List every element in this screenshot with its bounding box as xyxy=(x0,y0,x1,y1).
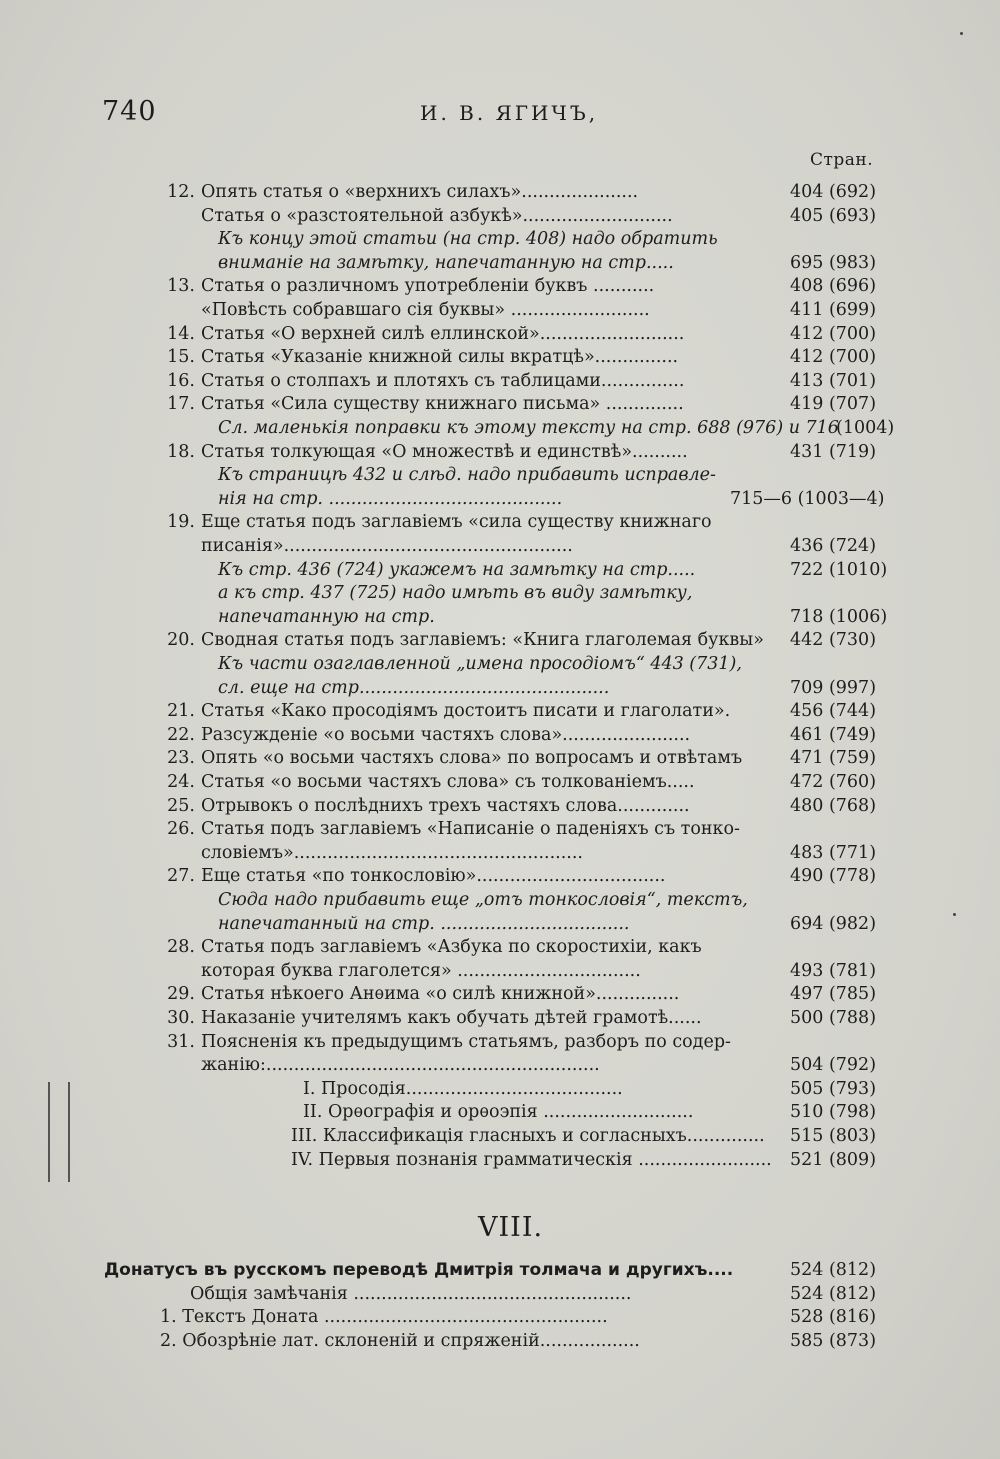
entry-page: 471 (759) xyxy=(790,748,877,769)
column-label: Стран. xyxy=(810,150,874,170)
entry-number: 23. xyxy=(167,748,195,769)
entry-page: 408 (696) xyxy=(790,276,877,297)
entry-title: «Повѣсть собравшаго сія буквы» ......................... xyxy=(201,300,650,320)
entry-page: 490 (778) xyxy=(790,866,877,887)
entry-title: напечатанный на стр. .................................. xyxy=(218,913,630,934)
entry-title: а къ стр. 437 (725) надо имѣть въ виду замѣтку, xyxy=(218,583,693,604)
entry-page: 412 (700) xyxy=(790,347,877,368)
entry-title: Къ страницѣ 432 и слѣд. надо прибавить исправле- xyxy=(218,465,716,486)
entry-title: Къ стр. 436 (724) укажемъ на замѣтку на стр..... xyxy=(218,559,696,580)
entry-number: 24. xyxy=(167,772,195,792)
entry-number: 20. xyxy=(167,630,195,651)
entry-title: Статья «О верхней силѣ еллинской».......................... xyxy=(201,323,685,344)
entry-page: 419 (707) xyxy=(790,394,877,415)
entry-title: II. Орѳографія и орѳоэпія ........................... xyxy=(303,1102,694,1123)
entry-title: Статья «Сила существу книжнаго письма» .............. xyxy=(201,394,684,415)
entry-title: Наказаніе учителямъ какъ обучать дѣтей грамотѣ...... xyxy=(201,1008,702,1028)
entry-title: IV. Первыя познанія грамматическія ........................ xyxy=(291,1149,772,1170)
entry-page: 412 (700) xyxy=(790,323,877,344)
entry-page: 695 (983) xyxy=(790,252,877,273)
entry-title: напечатанную на стр. xyxy=(218,606,435,627)
speck xyxy=(953,913,956,916)
section-entry-title: 1. Текстъ Доната ................................................... xyxy=(160,1307,608,1327)
entry-page: 472 (760) xyxy=(790,772,877,792)
entry-page: (1004) xyxy=(836,418,895,438)
entry-title: Еще статья «по тонкословію».................................. xyxy=(201,866,666,887)
entry-page: 709 (997) xyxy=(790,677,877,698)
entry-number: 13. xyxy=(167,276,195,297)
entry-title: III. Классификація гласныхъ и согласныхъ.............. xyxy=(291,1126,765,1146)
entry-title: Статья подъ заглавіемъ «Написаніе о паденіяхъ съ тонко- xyxy=(201,819,740,840)
entry-title: Разсужденіе «о восьми частяхъ слова»....................... xyxy=(201,724,691,745)
entry-number: 19. xyxy=(167,512,195,533)
entry-title: Статья о столпахъ и плотяхъ съ таблицами............... xyxy=(201,370,685,391)
entry-page: 715—6 (1003—4) xyxy=(730,488,885,509)
entry-number: 15. xyxy=(167,347,195,368)
entry-number: 28. xyxy=(167,937,195,958)
entry-title: Статья «Указаніе книжной силы вкратцѣ»............... xyxy=(201,347,679,368)
entry-title: Статья нѣкоего Анѳима «о силѣ книжной»............... xyxy=(201,984,680,1005)
entry-title: сл. еще на стр............................................. xyxy=(218,677,610,698)
entry-number: 25. xyxy=(167,795,195,816)
entry-page: 461 (749) xyxy=(790,724,877,745)
entry-title: писанія».................................................... xyxy=(201,536,573,556)
entry-title: Сюда надо прибавить еще „отъ тонкословія“, текстъ, xyxy=(218,890,748,910)
entry-number: 14. xyxy=(167,323,195,344)
entry-title: Статья «Како просодіямъ достоитъ писати и глаголати». xyxy=(201,701,731,722)
entry-title: Еще статья подъ заглавіемъ «сила существу книжнаго xyxy=(201,512,712,533)
entry-number: 16. xyxy=(167,370,195,391)
entry-title: Къ концу этой статьи (на стр. 408) надо обратить xyxy=(218,229,718,250)
entry-title: Статья о различномъ употребленіи буквъ ........... xyxy=(201,276,655,297)
section-entry-title: Общія замѣчанія .................................................. xyxy=(190,1283,632,1304)
entry-number: 17. xyxy=(167,394,195,415)
entry-title: I. Просодія....................................... xyxy=(303,1078,623,1099)
entry-title: Статья о «разстоятельной азбукѣ»........................... xyxy=(201,205,673,226)
entry-title: Къ части озаглавленной „имена просодіомъ“ 443 (731), xyxy=(218,654,742,674)
section-entry-page: 585 (873) xyxy=(790,1330,877,1351)
entry-page: 504 (792) xyxy=(790,1055,877,1076)
entry-title: вниманіе на замѣтку, напечатанную на стр..... xyxy=(218,252,674,273)
entry-title: Сводная статья подъ заглавіемъ: «Книга глаголемая буквы» xyxy=(201,630,764,651)
entry-page: 505 (793) xyxy=(790,1078,877,1099)
entry-number: 27. xyxy=(167,866,195,887)
entry-title: Статья подъ заглавіемъ «Азбука по скоростихіи, какъ xyxy=(201,937,702,958)
entry-title: Опять «о восьми частяхъ слова» по вопросамъ и отвѣтамъ xyxy=(201,748,743,769)
entry-title: Отрывокъ о послѣднихъ трехъ частяхъ слова............. xyxy=(201,795,690,816)
section-heading: VIII. xyxy=(478,1212,544,1243)
entry-number: 21. xyxy=(167,701,195,722)
entry-title: Статья толкующая «О множествѣ и единствѣ».......... xyxy=(201,441,688,462)
entry-title: жанію:............................................................ xyxy=(201,1055,600,1076)
entry-number: 26. xyxy=(167,819,195,840)
entry-title: Статья «о восьми частяхъ слова» съ толкованіемъ..... xyxy=(201,772,695,792)
entry-page: 510 (798) xyxy=(790,1102,877,1123)
entry-page: 411 (699) xyxy=(790,300,877,320)
entry-page: 493 (781) xyxy=(790,960,877,981)
entry-page: 694 (982) xyxy=(790,913,877,934)
entry-page: 483 (771) xyxy=(790,842,877,863)
margin-pencil-mark xyxy=(48,1082,70,1182)
section-entry-page: 524 (812) xyxy=(790,1283,877,1304)
entry-title: Поясненія къ предыдущимъ статьямъ, разборъ по содер- xyxy=(201,1031,731,1052)
section-entry-title: Донатусъ въ русскомъ переводѣ Дмитрія толмача и другихъ.... xyxy=(104,1260,734,1280)
entry-number: 30. xyxy=(167,1008,195,1028)
page-number: 740 xyxy=(102,96,157,127)
entry-page: 404 (692) xyxy=(790,182,877,202)
entry-title: нія на стр. .......................................... xyxy=(218,488,563,509)
entry-page: 521 (809) xyxy=(790,1149,877,1170)
entry-title: которая буква глаголется» ................................. xyxy=(201,960,641,981)
entry-page: 480 (768) xyxy=(790,795,877,816)
entry-page: 431 (719) xyxy=(790,441,877,462)
entry-page: 497 (785) xyxy=(790,984,877,1005)
entry-page: 500 (788) xyxy=(790,1008,877,1028)
section-entry-page: 528 (816) xyxy=(790,1307,877,1327)
entry-number: 12. xyxy=(167,182,195,202)
entry-number: 18. xyxy=(167,441,195,462)
entry-title: Опять статья о «верхнихъ силахъ»..................... xyxy=(201,182,639,202)
entry-page: 405 (693) xyxy=(790,205,877,226)
running-title: И. В. ЯГИЧЪ, xyxy=(420,101,599,125)
entry-title: Сл. маленькія поправки къ этому тексту на стр. 688 (976) и 716 xyxy=(218,418,839,438)
section-entry-title: 2. Обозрѣніе лат. склоненій и спряженій.................. xyxy=(160,1330,640,1351)
entry-page: 456 (744) xyxy=(790,701,877,722)
speck xyxy=(960,32,963,35)
entry-page: 413 (701) xyxy=(790,370,877,391)
entry-page: 436 (724) xyxy=(790,536,877,556)
entry-page: 722 (1010) xyxy=(790,559,888,580)
entry-number: 31. xyxy=(167,1031,195,1052)
entry-page: 718 (1006) xyxy=(790,606,888,627)
section-entry-page: 524 (812) xyxy=(790,1260,877,1280)
entry-page: 442 (730) xyxy=(790,630,877,651)
entry-number: 22. xyxy=(167,724,195,745)
entry-number: 29. xyxy=(167,984,195,1005)
entry-title: словіемъ».................................................... xyxy=(201,842,583,863)
entry-page: 515 (803) xyxy=(790,1126,877,1146)
